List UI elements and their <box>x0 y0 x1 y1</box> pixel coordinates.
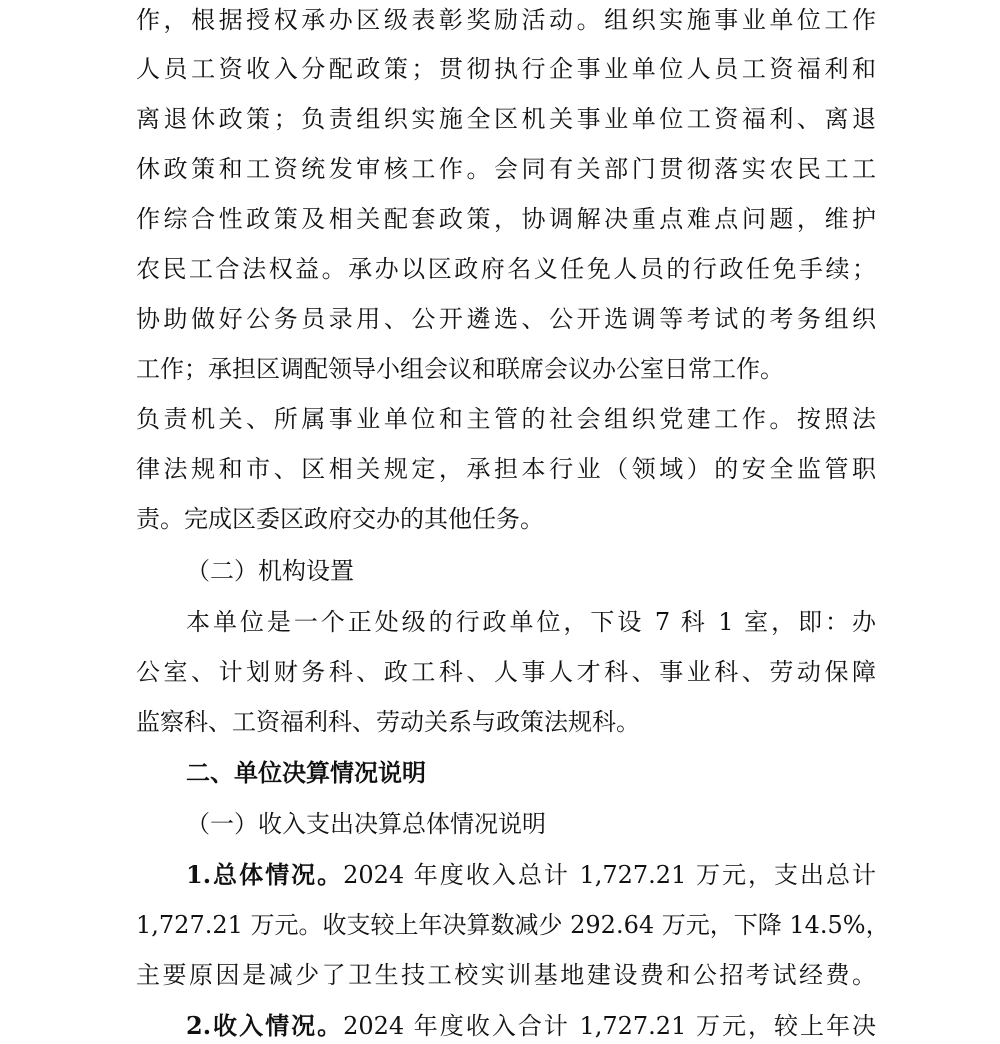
paragraph-overall-text: 2024 年度收入总计 1,727.21 万元，支出总计 <box>343 861 876 889</box>
body-text-line: 农民工合法权益。承办以区政府名义任免人员的行政任免手续； <box>136 255 876 283</box>
paragraph-overall-line <box>186 855 876 895</box>
body-text-line: 人员工资收入分配政策；贯彻执行企事业单位人员工资福利和 <box>136 55 876 83</box>
subheading-budget-overview: （一）收入支出决算总体情况说明 <box>186 810 546 838</box>
org-text-line: 本单位是一个正处级的行政单位，下设 7 科 1 室，即：办 <box>186 608 876 636</box>
body-text-line: 负责机关、所属事业单位和主管的社会组织党建工作。按照法 <box>136 405 876 433</box>
paragraph-overall-line: 主要原因是减少了卫生技工校实训基地建设费和公招考试经费。 <box>136 961 876 989</box>
body-text-line: 休政策和工资统发审核工作。会同有关部门贯彻落实农民工工 <box>136 155 876 183</box>
body-text-line: 责。完成区委区政府交办的其他任务。 <box>136 505 544 533</box>
body-text-line: 工作；承担区调配领导小组会议和联席会议办公室日常工作。 <box>136 355 784 383</box>
body-text-line: 离退休政策；负责组织实施全区机关事业单位工资福利、离退 <box>136 105 876 133</box>
org-text-line: 监察科、工资福利科、劳动关系与政策法规科。 <box>136 708 640 736</box>
section-heading: 二、单位决算情况说明 <box>186 759 426 787</box>
body-text-line: 律法规和市、区相关规定，承担本行业（领域）的安全监管职 <box>136 455 876 483</box>
paragraph-income-line <box>186 1006 876 1044</box>
paragraph-income-lead: 2.收入情况。 <box>186 1011 344 1040</box>
paragraph-income-text: 2024 年度收入合计 1,727.21 万元，较上年决 <box>343 1012 876 1040</box>
subheading-org-structure: （二）机构设置 <box>186 557 354 585</box>
body-text-line: 作，根据授权承办区级表彰奖励活动。组织实施事业单位工作 <box>136 6 876 34</box>
body-text-line: 作综合性政策及相关配套政策，协调解决重点难点问题，维护 <box>136 205 876 233</box>
org-text-line: 公室、计划财务科、政工科、人事人才科、事业科、劳动保障 <box>136 658 876 686</box>
paragraph-overall-lead: 1.总体情况。 <box>186 860 344 889</box>
paragraph-overall-line: 1,727.21 万元。收支较上年决算数减少 292.64 万元，下降 14.5%， <box>136 911 890 939</box>
body-text-line: 协助做好公务员录用、公开遴选、公开选调等考试的考务组织 <box>136 305 876 333</box>
